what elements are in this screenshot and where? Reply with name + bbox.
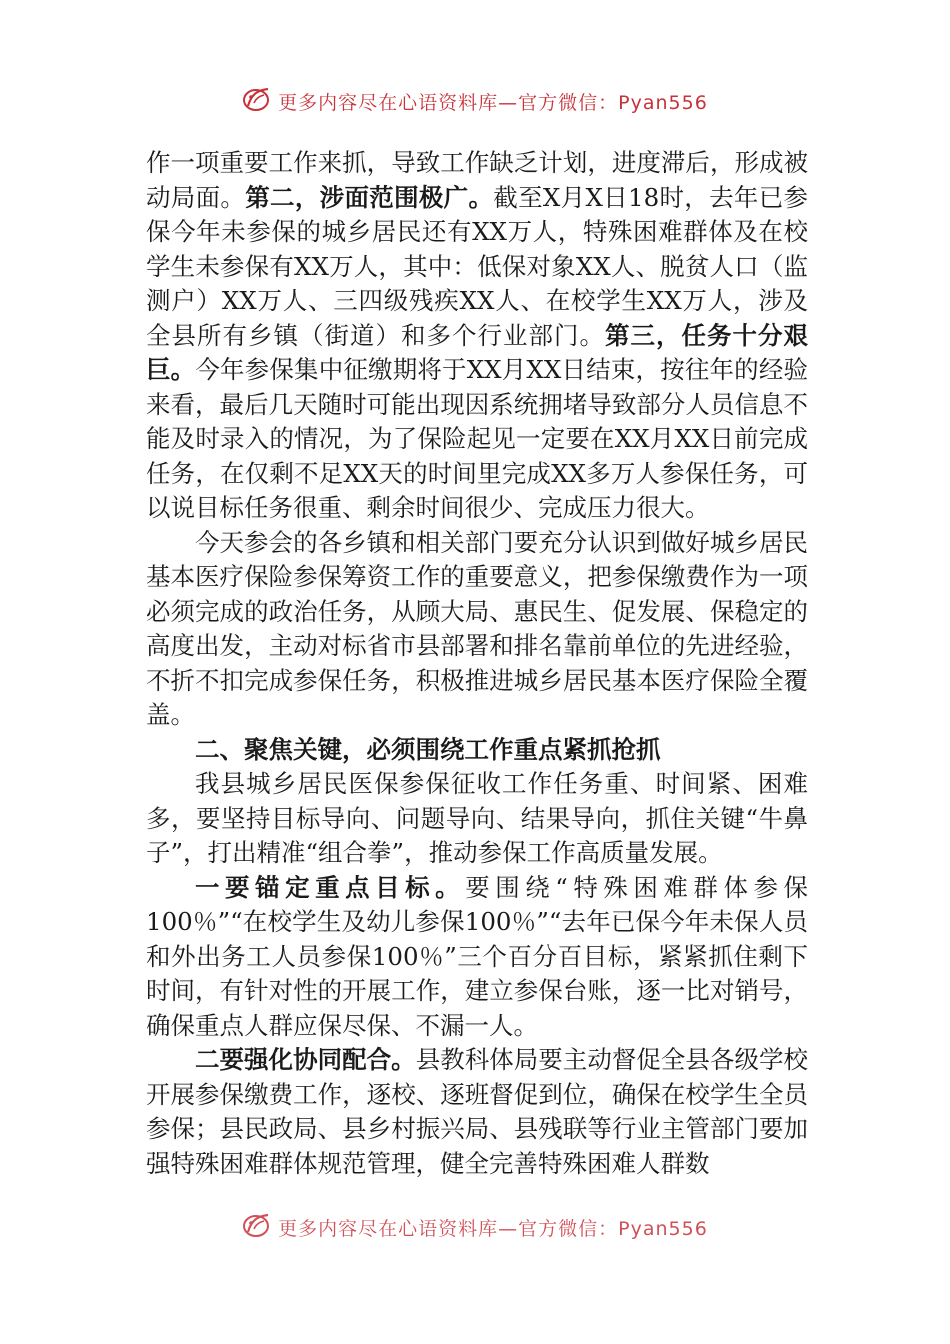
watermark-text: 更多内容尽在心语资料库—官方微信：Pyan556 <box>278 1218 708 1240</box>
paragraph-text: 作一项重要工作来抓，导致工作缺乏计划，进度滞后，形成被动局面。 <box>146 148 808 212</box>
paragraph-text: 今年参保集中征缴期将于XX月XX日结束，按往年的经验来看，最后几天随时可能出现因系统拥堵导致部分人员信息不能及时录入的情况，为了保险起见一定要在XX月XX日前完成任务，在仅剩不足XX天的时间里完成XX多万人参保任务，可以说目标任务很重、剩余时间很少、完成压力很大。 <box>146 355 809 522</box>
bold-lead: 第三，任务十分艰巨。 <box>146 320 808 384</box>
bold-lead: 一要锚定重点目标。 <box>195 872 466 902</box>
bold-lead: 二要强化协同配合。 <box>195 1045 416 1074</box>
watermark-text: 更多内容尽在心语资料库—官方微信：Pyan556 <box>278 92 708 114</box>
paragraph: 今天参会的各乡镇和相关部门要充分认识到做好城乡居民基本医疗保险参保筹资工作的重要意义，把参保缴费作为一项必须完成的政治任务，从顾大局、惠民生、促发展、保稳定的高度出发，主动对标省市县部署和排名靠前单位的先进经验，不折不扣完成参保任务，积极推进城乡居民基本医疗保险全覆盖。 <box>146 527 808 729</box>
paragraph <box>146 1043 808 1181</box>
watermark-logo-icon <box>242 1212 272 1243</box>
watermark-footer <box>0 1212 950 1243</box>
watermark-logo-icon <box>242 86 272 117</box>
section-heading: 二、聚焦关键，必须围绕工作重点紧抓抢抓 <box>195 734 661 764</box>
paragraph-text: 县教科体局要主动督促全县各级学校开展参保缴费工作，逐校、逐班督促到位，确保在校学生全员参保；县民政局、县乡村振兴局、县残联等行业主管部门要加强特殊困难群体规范管理，健全完善特殊困难人群数 <box>146 1045 808 1178</box>
paragraph-text: 截至X月X日18时，去年已参保今年未参保的城乡居民还有XX万人，特殊困难群体及在校学生未参保有XX万人，其中：低保对象XX人、脱贫人口（监测户）XX万人、三四级残疾XX人、在校学生XX万人，涉及全县所有乡镇（街道）和多个行业部门。 <box>146 182 809 350</box>
paragraph-text: 要围绕“特殊困难群体参保100％”“在校学生及幼儿参保100％”“去年已保今年未保人员和外出务工人员参保100％”三个百分百目标，紧紧抓住剩下时间，有针对性的开展工作，建立参保台账，逐一比对销号，确保重点人群应保尽保、不漏一人。 <box>146 872 809 1040</box>
paragraph <box>146 146 808 526</box>
watermark-header <box>0 86 950 117</box>
bold-lead: 第二，涉面范围极广。 <box>245 182 494 212</box>
paragraph <box>146 871 808 1044</box>
document-body <box>146 146 808 1181</box>
paragraph: 我县城乡居民医保参保征收工作任务重、时间紧、困难多，要坚持目标导向、问题导向、结果导向，抓住关键“牛鼻子”，打出精准“组合拳”，推动参保工作高质量发展。 <box>146 769 808 867</box>
